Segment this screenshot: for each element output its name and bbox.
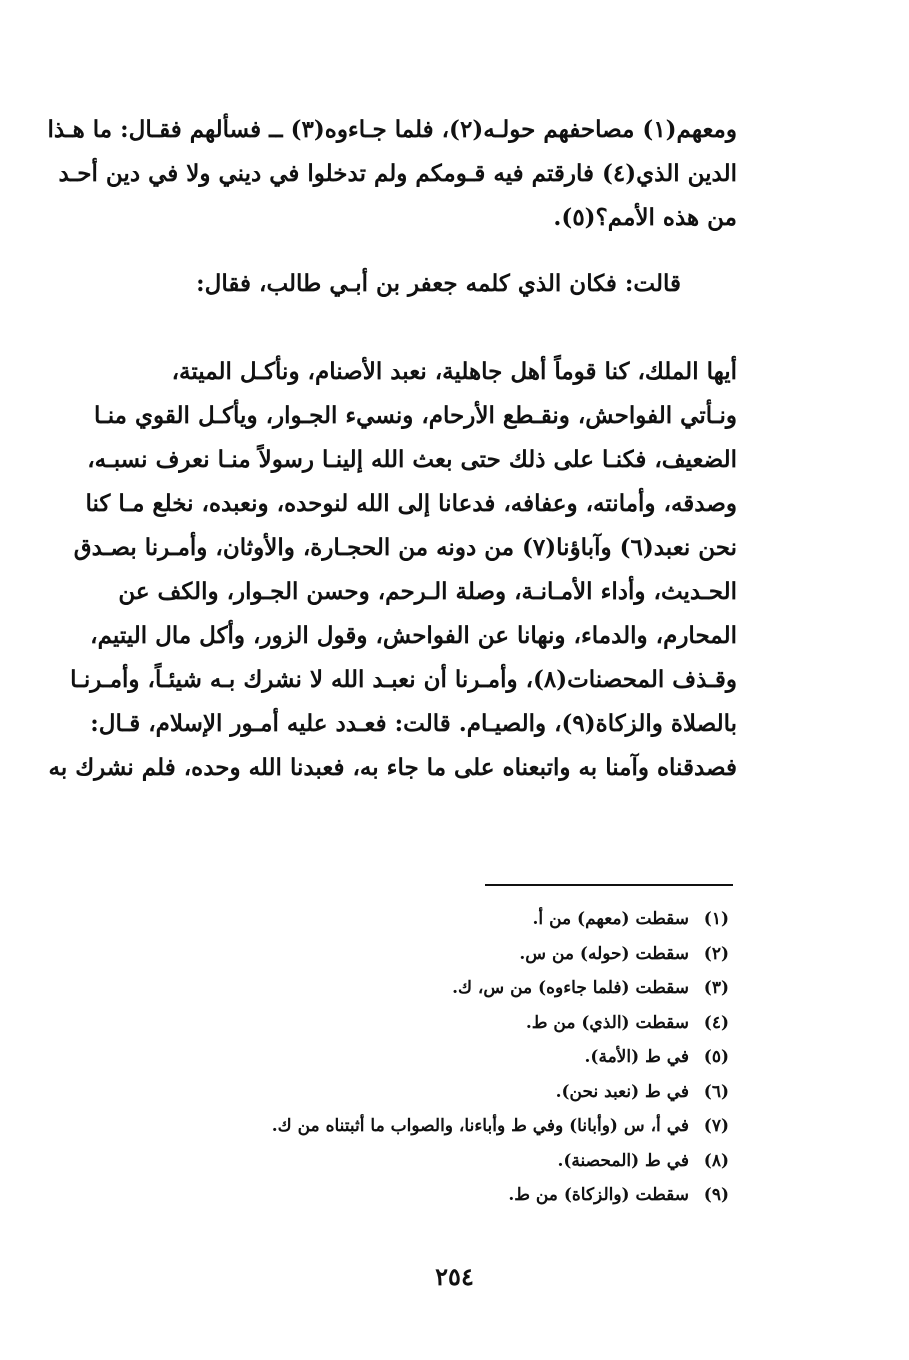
footnote-number: (٩) xyxy=(703,1185,729,1205)
paragraph-continuation xyxy=(47,108,737,240)
footnote-number: (١) xyxy=(703,909,729,929)
text-line: المحارم، والدماء، ونهانا عن الفواحش، وقول الزور، وأكل مال اليتيم، xyxy=(90,622,737,649)
footnote-item xyxy=(169,937,729,972)
footnote-item xyxy=(169,1178,729,1213)
footnote-item xyxy=(169,971,729,1006)
footnote-text: في أ، س (وأبانا) وفي ط وأباءنا، والصواب ما أثبتناه من ك. xyxy=(271,1116,689,1136)
text-line: فصدقناه وآمنا به واتبعناه على ما جاء به، فعبدنا الله وحده، فلم نشرك به xyxy=(48,754,737,781)
footnote-number: (٥) xyxy=(703,1047,729,1067)
footnote-number: (٦) xyxy=(703,1081,729,1102)
footnote-text: سقطت (الذي) من ط. xyxy=(525,1012,689,1033)
footnote-text: في ط (نعبد نحن). xyxy=(555,1081,689,1102)
text-line: وقـذف المحصنات(٨)، وأمـرنا أن نعبـد الله لا نشرك بـه شيئـاً، وأمـرنـا xyxy=(70,666,737,693)
footnote-text: سقطت (معهم) من أ. xyxy=(532,909,689,929)
footnote-text: سقطت (حوله) من س. xyxy=(519,943,689,964)
footnote-item xyxy=(169,1075,729,1110)
text-line: الضعيف، فكنـا على ذلك حتى بعث الله إلينـا رسولاً منـا نعرف نسبـه، xyxy=(87,446,737,473)
text-line: الدين الذي(٤) فارقتم فيه قـومكم ولم تدخلوا في ديني ولا في دين أحـد xyxy=(58,160,737,187)
paragraph-speech xyxy=(48,350,737,790)
footnotes xyxy=(169,902,729,1213)
text-line: أيها الملك، كنا قوماً أهل جاهلية، نعبد الأصنام، ونأكـل الميتة، xyxy=(171,358,737,385)
footnote-number: (٢) xyxy=(703,943,729,964)
footnote-item xyxy=(169,1006,729,1041)
footnote-number: (٤) xyxy=(703,1012,729,1033)
text-line: بالصلاة والزكاة(٩)، والصيـام. قالت: فعـدد عليه أمـور الإسلام، قـال: xyxy=(90,710,737,737)
text-line: ومعهم(١) مصاحفهم حولـه(٢)، فلما جـاءوه(٣) ــ فسألهم فقـال: ما هـذا xyxy=(47,116,737,143)
footnote-number: (٧) xyxy=(703,1116,729,1136)
footnote-text: سقطت (والزكاة) من ط. xyxy=(508,1185,689,1205)
footnote-number: (٨) xyxy=(703,1150,729,1171)
footnote-divider xyxy=(485,884,733,886)
footnote-number: (٣) xyxy=(703,978,729,998)
speaker-line: قالت: فكان الذي كلمه جعفر بن أبـي طالب، فقال: xyxy=(196,270,681,297)
footnote-item xyxy=(169,1040,729,1075)
text-line: نحن نعبد(٦) وآباؤنا(٧) من دونه من الحجـارة، والأوثان، وأمـرنا بصـدق xyxy=(73,534,737,561)
footnote-item xyxy=(169,902,729,937)
footnote-text: سقطت (فلما جاءوه) من س، ك. xyxy=(452,978,689,998)
text-line: الحـديث، وأداء الأمـانـة، وصلة الـرحم، وحسن الجـوار، والكف عن xyxy=(118,578,737,605)
page-number: ٢٥٤ xyxy=(435,1262,474,1291)
footnote-text: في ط (المحصنة). xyxy=(557,1150,689,1171)
footnote-text: في ط (الأمة). xyxy=(584,1047,689,1067)
text-line: ونـأتي الفواحش، ونقـطع الأرحام، ونسيء الجـوار، ويأكـل القوي منـا xyxy=(94,402,737,429)
text-line: وصدقه، وأمانته، وعفافه، فدعانا إلى الله لنوحده، ونعبده، نخلع مـا كنا xyxy=(85,490,737,517)
footnote-item xyxy=(169,1109,729,1144)
footnote-item xyxy=(169,1144,729,1179)
text-line: من هذه الأمم؟(٥). xyxy=(553,204,737,231)
